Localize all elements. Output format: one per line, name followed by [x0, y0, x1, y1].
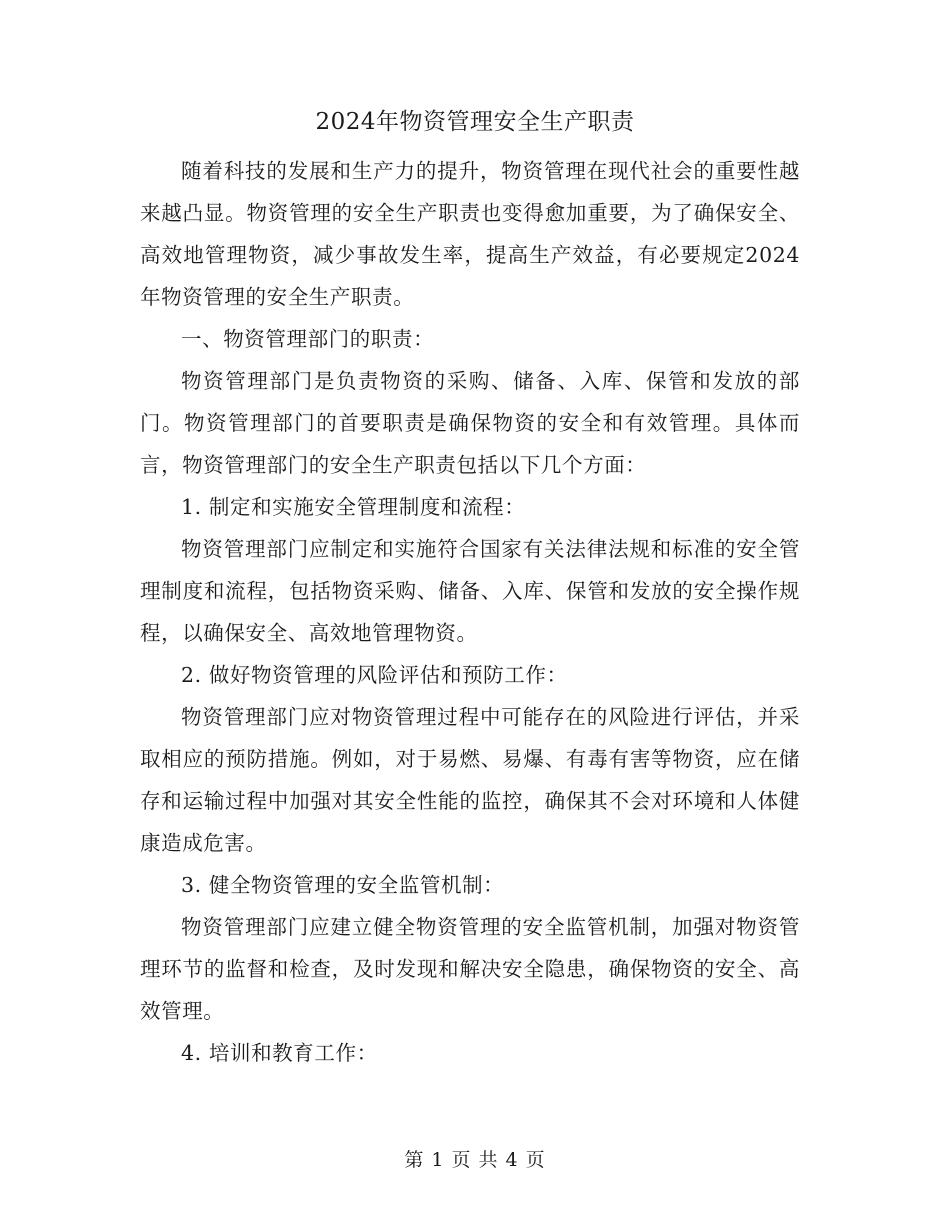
page-footer: 第 1 页 共 4 页 — [404, 1149, 546, 1171]
item-heading-4: 4. 培训和教育工作： — [181, 1041, 378, 1065]
section-heading-1: 一、物资管理部门的职责： — [181, 327, 435, 351]
section-1-paragraph: 物资管理部门是负责物资的采购、储备、入库、保管和发放的部门。物资管理部门的首要职责是确保物资的安全和有效管理。具体而言，物资管理部门的安全生产职责包括以下几个方面： — [140, 369, 800, 477]
item-2-paragraph: 物资管理部门应对物资管理过程中可能存在的风险进行评估，并采取相应的预防措施。例如，对于易燃、易爆、有毒有害等物资，应在储存和运输过程中加强对其安全性能的监控，确保其不会对环境和人体健康造成危害。 — [140, 705, 800, 855]
intro-paragraph: 随着科技的发展和生产力的提升，物资管理在现代社会的重要性越来越凸显。物资管理的安全生产职责也变得愈加重要，为了确保安全、高效地管理物资，减少事故发生率，提高生产效益，有必要规定2024年物资管理的安全生产职责。 — [140, 159, 800, 309]
item-3-paragraph: 物资管理部门应建立健全物资管理的安全监管机制，加强对物资管理环节的监督和检查，及时发现和解决安全隐患，确保物资的安全、高效管理。 — [140, 915, 800, 1023]
document-title: 2024年物资管理安全生产职责 — [315, 109, 635, 135]
item-1-paragraph: 物资管理部门应制定和实施符合国家有关法律法规和标准的安全管理制度和流程，包括物资采购、储备、入库、保管和发放的安全操作规程，以确保安全、高效地管理物资。 — [140, 537, 800, 645]
item-heading-3: 3. 健全物资管理的安全监管机制： — [181, 873, 505, 897]
document-body — [140, 150, 800, 1074]
item-heading-1: 1. 制定和实施安全管理制度和流程： — [181, 495, 526, 519]
item-heading-2: 2. 做好物资管理的风险评估和预防工作： — [181, 663, 568, 687]
